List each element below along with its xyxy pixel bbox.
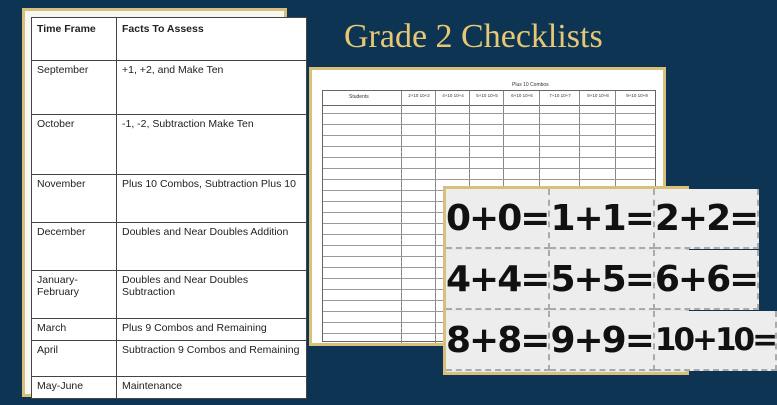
checklist-rule-line [323, 168, 655, 169]
combo-column [401, 91, 436, 343]
table-row [32, 377, 307, 399]
flashcard: 5+5= [550, 250, 654, 310]
flashcard: 10+10= [655, 311, 777, 371]
checklist-rule-line [323, 135, 655, 136]
students-label: Students [349, 94, 369, 100]
header-time-frame: Time Frame [32, 18, 117, 61]
facts-cell: Subtraction 9 Combos and Remaining [117, 341, 307, 377]
checklist-rule-line [323, 113, 655, 114]
flashcard-row [446, 189, 758, 249]
checklist-rule-line [323, 179, 655, 180]
checklist-title: Plus 10 Combos [512, 82, 549, 88]
time-frame-cell: January-February [32, 271, 117, 319]
combo-label: 8+10 10+8 [587, 93, 609, 98]
combo-label: 4+10 10+4 [442, 93, 464, 98]
time-frame-cell: October [32, 115, 117, 175]
table-row [32, 115, 307, 175]
flashcard: 9+9= [550, 311, 654, 371]
table-row [32, 271, 307, 319]
facts-cell: Maintenance [117, 377, 307, 399]
facts-cell: Plus 9 Combos and Remaining [117, 319, 307, 341]
flashcard-row [446, 311, 776, 371]
facts-cell: Doubles and Near Doubles Subtraction [117, 271, 307, 319]
flashcard-row [446, 250, 758, 310]
flashcard: 0+0= [446, 189, 550, 249]
flashcards-image [443, 186, 776, 375]
slide-title: Grade 2 Checklists [344, 18, 603, 55]
time-frame-cell: April [32, 341, 117, 377]
flashcard: 4+4= [446, 250, 550, 310]
flashcard: 2+2= [655, 189, 759, 249]
time-frame-cell: March [32, 319, 117, 341]
combo-label: 5+10 10+5 [476, 93, 498, 98]
flashcard: 1+1= [550, 189, 654, 249]
flashcard: 8+8= [446, 311, 550, 371]
facts-cell: +1, +2, and Make Ten [117, 61, 307, 115]
time-frame-cell: May-June [32, 377, 117, 399]
time-frame-cell: November [32, 175, 117, 223]
checklist-rule-line [323, 146, 655, 147]
header-facts-to-assess: Facts To Assess [117, 18, 307, 61]
facts-cell: -1, -2, Subtraction Make Ten [117, 115, 307, 175]
schedule-table [31, 17, 307, 399]
checklist-rule-line [323, 157, 655, 158]
schedule-table-image [22, 8, 300, 397]
table-row [32, 223, 307, 271]
table-row [32, 175, 307, 223]
combo-label: 2+10 10+2 [408, 93, 430, 98]
table-row [32, 341, 307, 377]
time-frame-cell: December [32, 223, 117, 271]
facts-cell: Doubles and Near Doubles Addition [117, 223, 307, 271]
combo-label: 6+10 10+6 [511, 93, 533, 98]
time-frame-cell: September [32, 61, 117, 115]
flashcard: 6+6= [655, 250, 759, 310]
table-row [32, 61, 307, 115]
facts-cell: Plus 10 Combos, Subtraction Plus 10 [117, 175, 307, 223]
checklist-rule-line [323, 124, 655, 125]
combo-label: 9+10 10+9 [626, 93, 648, 98]
combo-label: 7+10 10+7 [549, 93, 571, 98]
table-header-row [32, 18, 307, 61]
table-row [32, 319, 307, 341]
